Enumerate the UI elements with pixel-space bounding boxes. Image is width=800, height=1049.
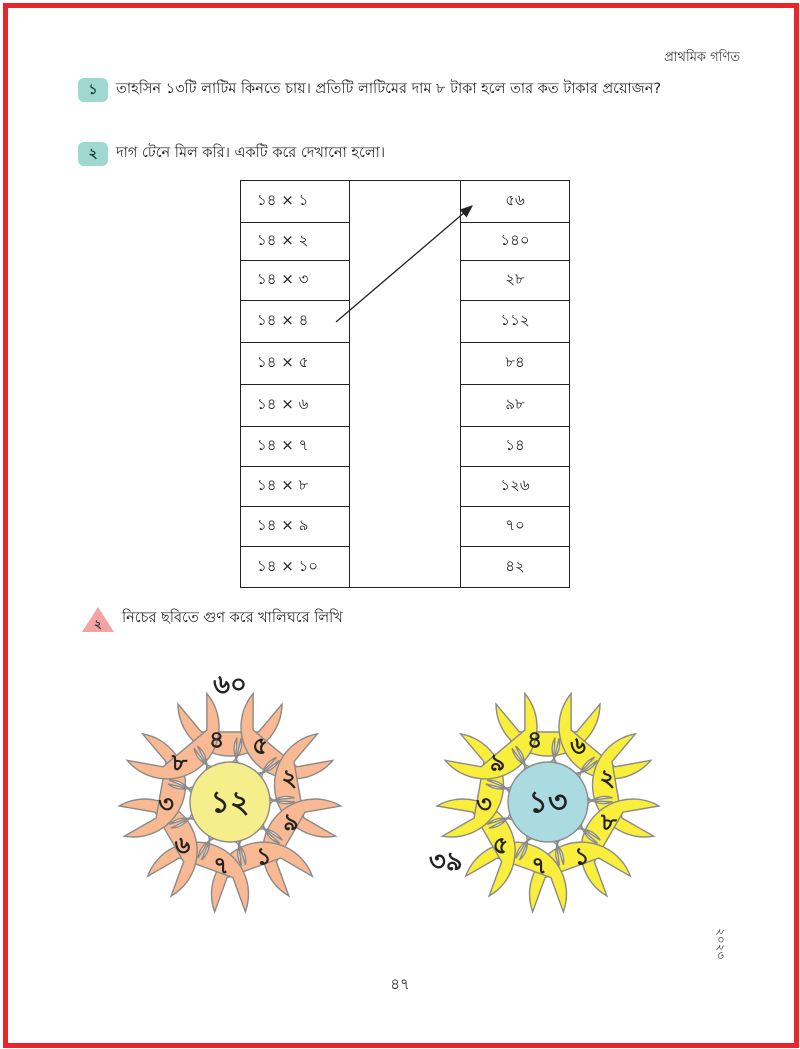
petal-number: ১ [256,842,272,871]
flower-twelve [119,670,341,912]
product-cell: ১৪ [461,427,569,467]
petal-number: ৬ [174,830,191,859]
petal-number: ১ [574,842,590,871]
multiplication-cell: ১৪ × ৩ [241,261,349,301]
petal-number: ৩ [476,790,492,819]
answer-number: ৩৯ [428,847,463,877]
product-cell: ৭০ [461,507,569,547]
multiplication-cell: ১৪ × ৯ [241,507,349,547]
year-label: ২০২৩ [714,928,728,960]
multiplication-cell: ১৪ × ৪ [241,301,349,343]
multiplication-cell: ১৪ × ১০ [257,556,319,575]
petal-number: ৬ [570,731,586,760]
petal-number: ৫ [492,830,509,859]
answer-number: ৬০ [213,670,247,700]
question-number: ২ [94,617,102,631]
product-cell: ৯৮ [461,385,569,427]
product-cell: ৮৪ [461,343,569,385]
center-number: ১৩ [528,785,568,820]
petal-number: ২ [599,764,616,793]
product-cell: ১২৬ [461,467,569,507]
petal-number: ২ [281,764,298,793]
petal-number: ৫ [252,731,268,760]
question-text: নিচের ছবিতে গুণ করে খালিঘরে লিখি [122,610,343,626]
petal-number: ৯ [283,807,299,836]
subject-header: প্রাথমিক গণিত [664,50,740,65]
multiplication-cell: ১৪ × ৬ [241,385,349,427]
question-number-badge: ২ [78,142,108,166]
multiplication-cell: ১৪ × ৭ [241,427,349,467]
product-cell: ৫৬ [461,181,569,223]
question-text: তাহসিন ১৩টি লাটিম কিনতে চায়। প্রতিটি লাটিমের দাম ৮ টাকা হলে তার কত টাকার প্রয়োজন? [116,81,662,97]
question-number-badge: ১ [78,78,108,102]
example-match-arrow [336,206,472,322]
page-number: ৪৭ [390,975,410,993]
petal-number: ৪ [526,725,543,754]
product-cell: ৪২ [505,556,525,575]
petal-number: ৪ [208,725,225,754]
petal-number: ৮ [601,807,617,836]
product-cell: ১১২ [461,301,569,343]
flower-thirteen [429,694,659,912]
petal-number: ৮ [171,748,188,777]
multiplication-cell: ১৪ × ৮ [241,467,349,507]
multiplication-cell: ১৪ × ২ [241,223,349,261]
center-number: ১২ [210,785,250,820]
multiplication-cell: ১৪ × ৫ [241,343,349,385]
question-text: দাগ টেনে মিল করি। একটি করে দেখানো হলো। [116,145,386,161]
multiplication-cell: ১৪ × ১ [241,181,349,223]
petal-number: ৯ [489,748,506,777]
petal-number: ৩ [158,790,174,819]
petal-number: ৭ [213,851,229,880]
petal-number: ৭ [531,851,547,880]
product-cell: ১৪০ [461,223,569,261]
product-cell: ২৮ [461,261,569,301]
